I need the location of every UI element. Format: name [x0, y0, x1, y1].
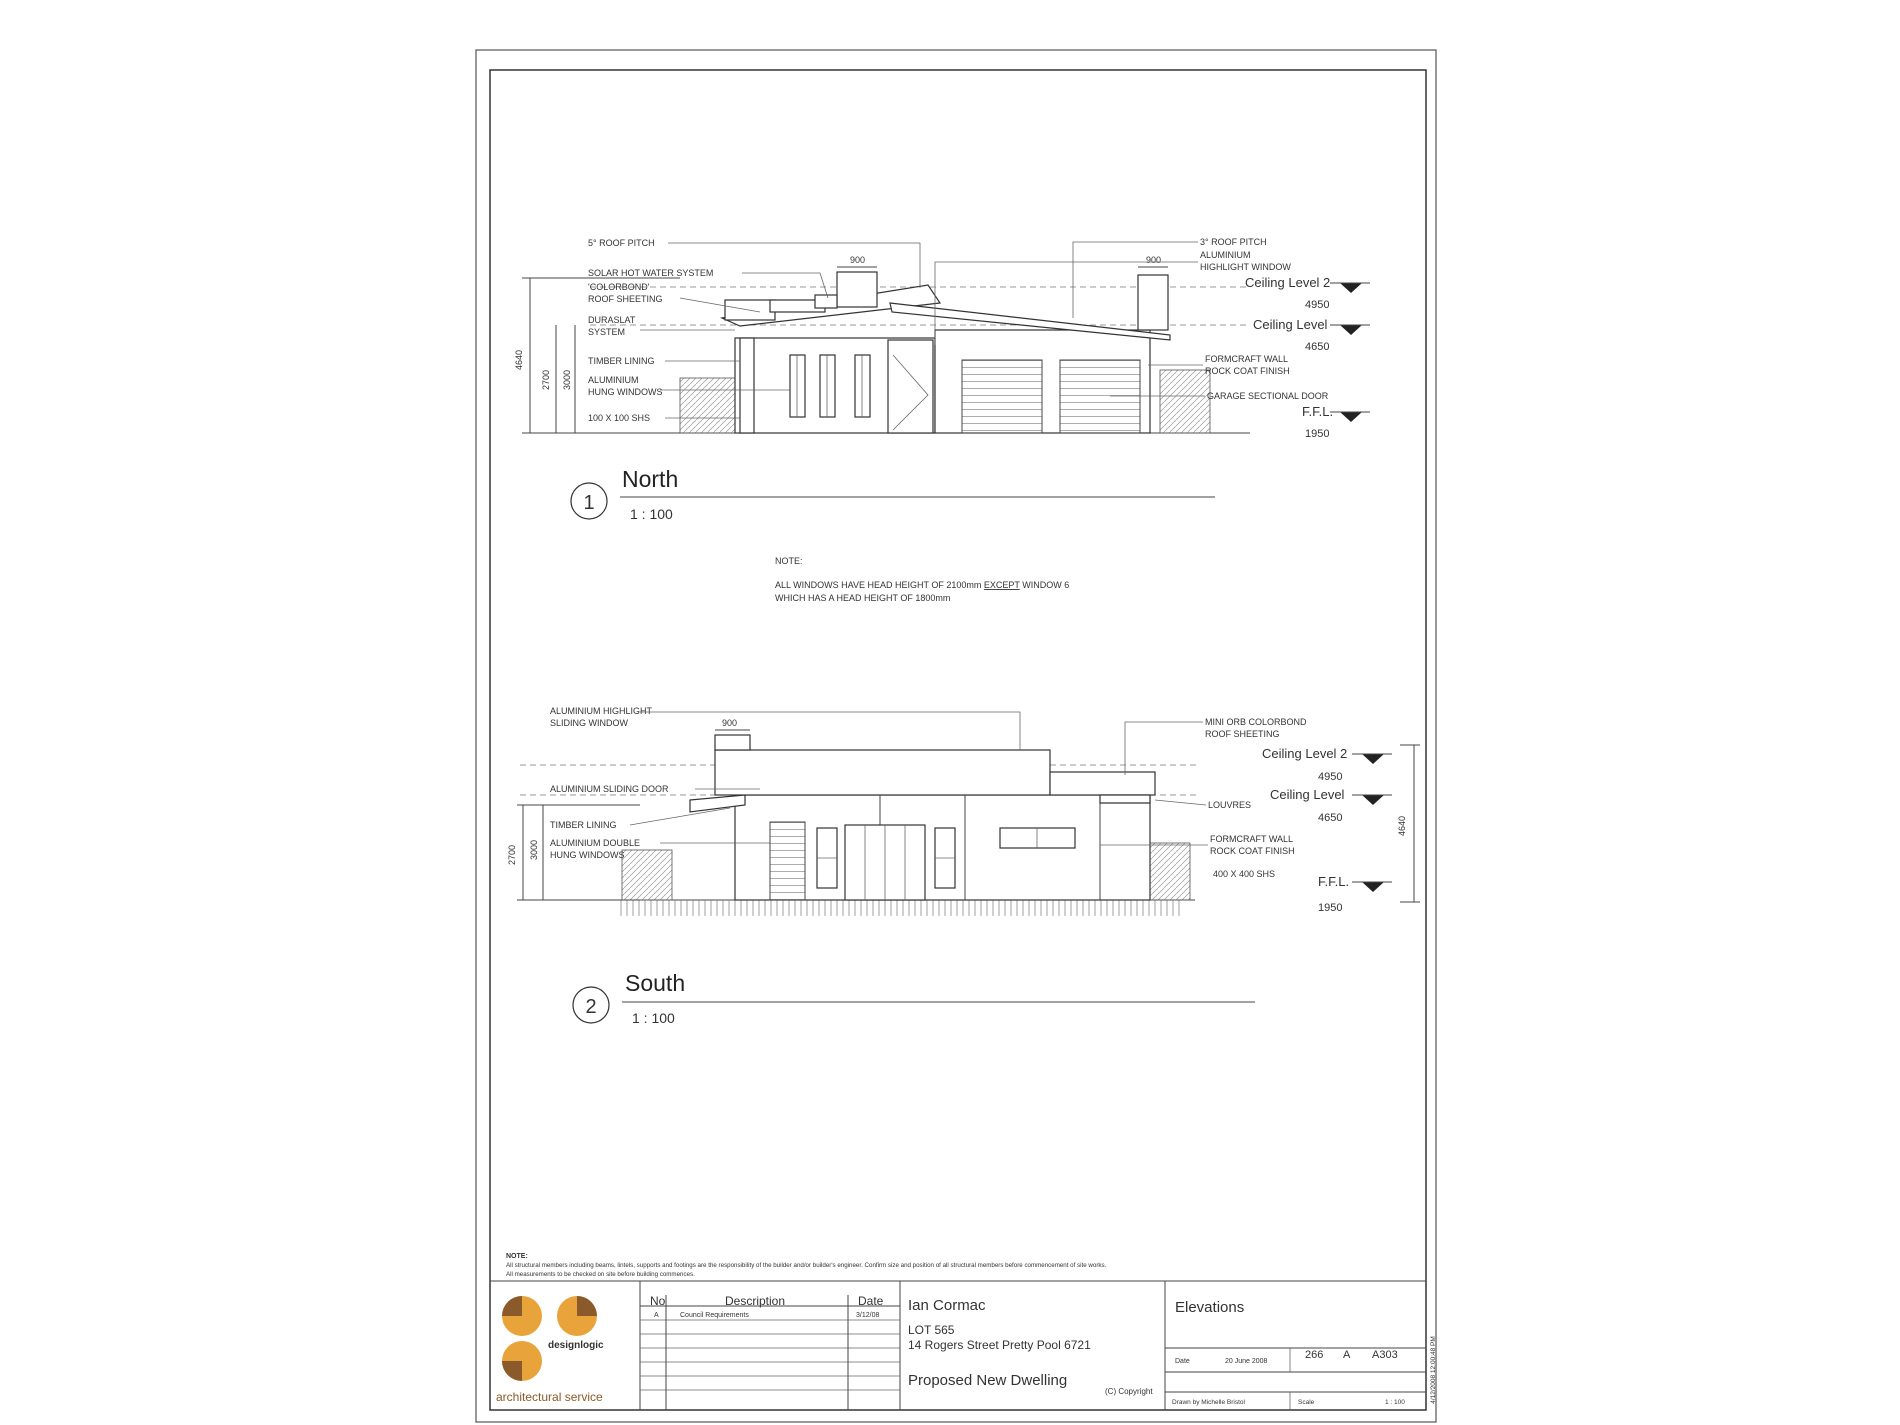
- lot-number: LOT 565: [908, 1323, 955, 1337]
- south-label-sliding-door: ALUMINIUM SLIDING DOOR: [550, 784, 669, 794]
- structural-note: [506, 1253, 1107, 1278]
- rev-row-date: 3/12/08: [856, 1312, 880, 1319]
- north-dim-900b: 900: [1146, 255, 1162, 265]
- designlogic-logo: [496, 1296, 604, 1404]
- south-level-ffl-value: 1950: [1318, 902, 1343, 914]
- south-label-formcraft-1: FORMCRAFT WALL: [1210, 834, 1294, 844]
- rev-header-description: Description: [725, 1294, 786, 1308]
- north-label-formcraft-1: FORMCRAFT WALL: [1205, 354, 1289, 364]
- north-view-title: North: [622, 466, 679, 492]
- site-address: 14 Rogers Street Pretty Pool 6721: [908, 1338, 1091, 1352]
- scale-label: Scale: [1298, 1399, 1315, 1406]
- note-title: NOTE:: [775, 556, 803, 566]
- revision-letter: A: [1343, 1349, 1351, 1361]
- south-view-number: 2: [585, 996, 597, 1018]
- north-dim-2700: 2700: [541, 369, 551, 391]
- sheet-outer-border: [476, 50, 1436, 1422]
- rev-header-no: No: [650, 1294, 666, 1308]
- date-value: 20 June 2008: [1225, 1358, 1268, 1365]
- south-view-title: South: [625, 970, 686, 996]
- south-level-ceiling-2-value: 4950: [1318, 771, 1343, 783]
- drawing-number: 266: [1305, 1349, 1324, 1361]
- south-label-formcraft-2: ROCK COAT FINISH: [1210, 846, 1295, 856]
- south-level-ffl-marker: [1362, 882, 1384, 892]
- sheet-number: A303: [1372, 1349, 1398, 1361]
- south-dim-900: 900: [722, 718, 738, 728]
- south-level-ceiling-value: 4650: [1318, 812, 1343, 824]
- south-label-double-1: ALUMINIUM DOUBLE: [550, 838, 641, 848]
- north-dim-4640: 4640: [514, 349, 524, 371]
- note-line-2: WHICH HAS A HEAD HEIGHT OF 1800mm: [775, 593, 951, 603]
- note-line-1: ALL WINDOWS HAVE HEAD HEIGHT OF 2100mm EXCEPT WINDOW 6: [775, 580, 1070, 590]
- north-view-scale: 1 : 100: [630, 506, 673, 522]
- structural-note-title: NOTE:: [506, 1253, 528, 1260]
- north-label-colorbond-1: 'COLORBOND': [588, 282, 650, 292]
- project-name: Proposed New Dwelling: [908, 1372, 1068, 1389]
- north-label-highlight-1: ALUMINIUM: [1200, 250, 1251, 260]
- structural-note-line-2: All measurements to be checked on site before building commences.: [506, 1271, 695, 1278]
- north-label-colorbond-2: ROOF SHEETING: [588, 294, 663, 304]
- south-level-ceiling-2: Ceiling Level 2: [1262, 746, 1348, 761]
- north-level-ceiling-marker: [1340, 325, 1362, 335]
- logo-name: designlogic: [548, 1340, 604, 1351]
- south-label-double-2: HUNG WINDOWS: [550, 850, 625, 860]
- date-label: Date: [1175, 1358, 1190, 1365]
- north-level-ceiling: Ceiling Level: [1253, 317, 1328, 332]
- north-dim-900a: 900: [850, 255, 866, 265]
- rev-row-no: A: [654, 1312, 659, 1319]
- south-label-louvres: LOUVRES: [1208, 800, 1252, 810]
- logo-subtitle: architectural service: [496, 1390, 603, 1404]
- drawn-by: Drawn by Michelle Bristol: [1172, 1399, 1245, 1406]
- south-label-mini-2: ROOF SHEETING: [1205, 729, 1280, 739]
- north-label-alum-1: ALUMINIUM: [588, 375, 639, 385]
- south-view-scale: 1 : 100: [632, 1010, 675, 1026]
- north-label-timber: TIMBER LINING: [588, 356, 655, 366]
- north-label-roof-pitch: 5° ROOF PITCH: [588, 238, 655, 248]
- rev-header-date: Date: [858, 1294, 884, 1308]
- south-label-highlight-1: ALUMINIUM HIGHLIGHT: [550, 706, 653, 716]
- south-label-highlight-2: SLIDING WINDOW: [550, 718, 628, 728]
- structural-note-line-1: All structural members including beams, lintels, supports and footings are the responsibility of the builder and/or builder's engineer. Confirm size and position of all structural members before commencement of site works.: [506, 1262, 1107, 1269]
- south-level-ceiling-2-marker: [1362, 754, 1384, 764]
- client-name: Ian Cormac: [908, 1297, 986, 1314]
- copyright: (C) Copyright: [1105, 1387, 1153, 1396]
- north-label-duraslat-1: DURASLAT: [588, 315, 636, 325]
- north-label-duraslat-2: SYSTEM: [588, 327, 626, 337]
- north-level-ceiling-2-value: 4950: [1305, 299, 1330, 311]
- south-dim-3000: 3000: [529, 839, 539, 861]
- north-level-ceiling-2-marker: [1340, 283, 1362, 293]
- south-label-timber: TIMBER LINING: [550, 820, 617, 830]
- rev-row-description: Council Requirements: [680, 1312, 749, 1319]
- south-elevation: [507, 706, 1420, 1026]
- north-label-alum-2: HUNG WINDOWS: [588, 387, 663, 397]
- north-level-ceiling-value: 4650: [1305, 341, 1330, 353]
- south-dim-2700: 2700: [507, 844, 517, 866]
- north-view-number: 1: [583, 492, 595, 514]
- north-label-formcraft-2: ROCK COAT FINISH: [1205, 366, 1290, 376]
- revision-table: [640, 1294, 900, 1410]
- north-label-shs: 100 X 100 SHS: [588, 413, 651, 423]
- north-elevation: [514, 237, 1370, 522]
- north-label-highlight-2: HIGHLIGHT WINDOW: [1200, 262, 1291, 272]
- north-level-ffl-value: 1950: [1305, 428, 1330, 440]
- north-level-ffl-marker: [1340, 412, 1362, 422]
- windows-note: [775, 556, 1069, 603]
- south-dim-4640: 4640: [1397, 815, 1407, 837]
- print-stamp: 4/12/2008 12:00:48 PM: [1430, 1336, 1437, 1404]
- south-level-ffl: F.F.L.: [1318, 874, 1350, 889]
- scale-value: 1 : 100: [1385, 1399, 1405, 1406]
- north-dim-3000: 3000: [562, 369, 572, 391]
- north-label-roof-pitch-right: 3° ROOF PITCH: [1200, 237, 1267, 247]
- south-level-ceiling: Ceiling Level: [1270, 787, 1345, 802]
- sheet-title: Elevations: [1175, 1299, 1245, 1316]
- north-level-ffl: F.F.L.: [1302, 404, 1334, 419]
- title-block: [490, 1281, 1437, 1410]
- south-label-shs: 400 X 400 SHS: [1213, 869, 1276, 879]
- north-level-ceiling-2: Ceiling Level 2: [1245, 275, 1331, 290]
- south-label-mini-1: MINI ORB COLORBOND: [1205, 717, 1307, 727]
- north-label-garage: GARAGE SECTIONAL DOOR: [1207, 391, 1329, 401]
- south-level-ceiling-marker: [1362, 795, 1384, 805]
- north-label-solar: SOLAR HOT WATER SYSTEM: [588, 268, 714, 278]
